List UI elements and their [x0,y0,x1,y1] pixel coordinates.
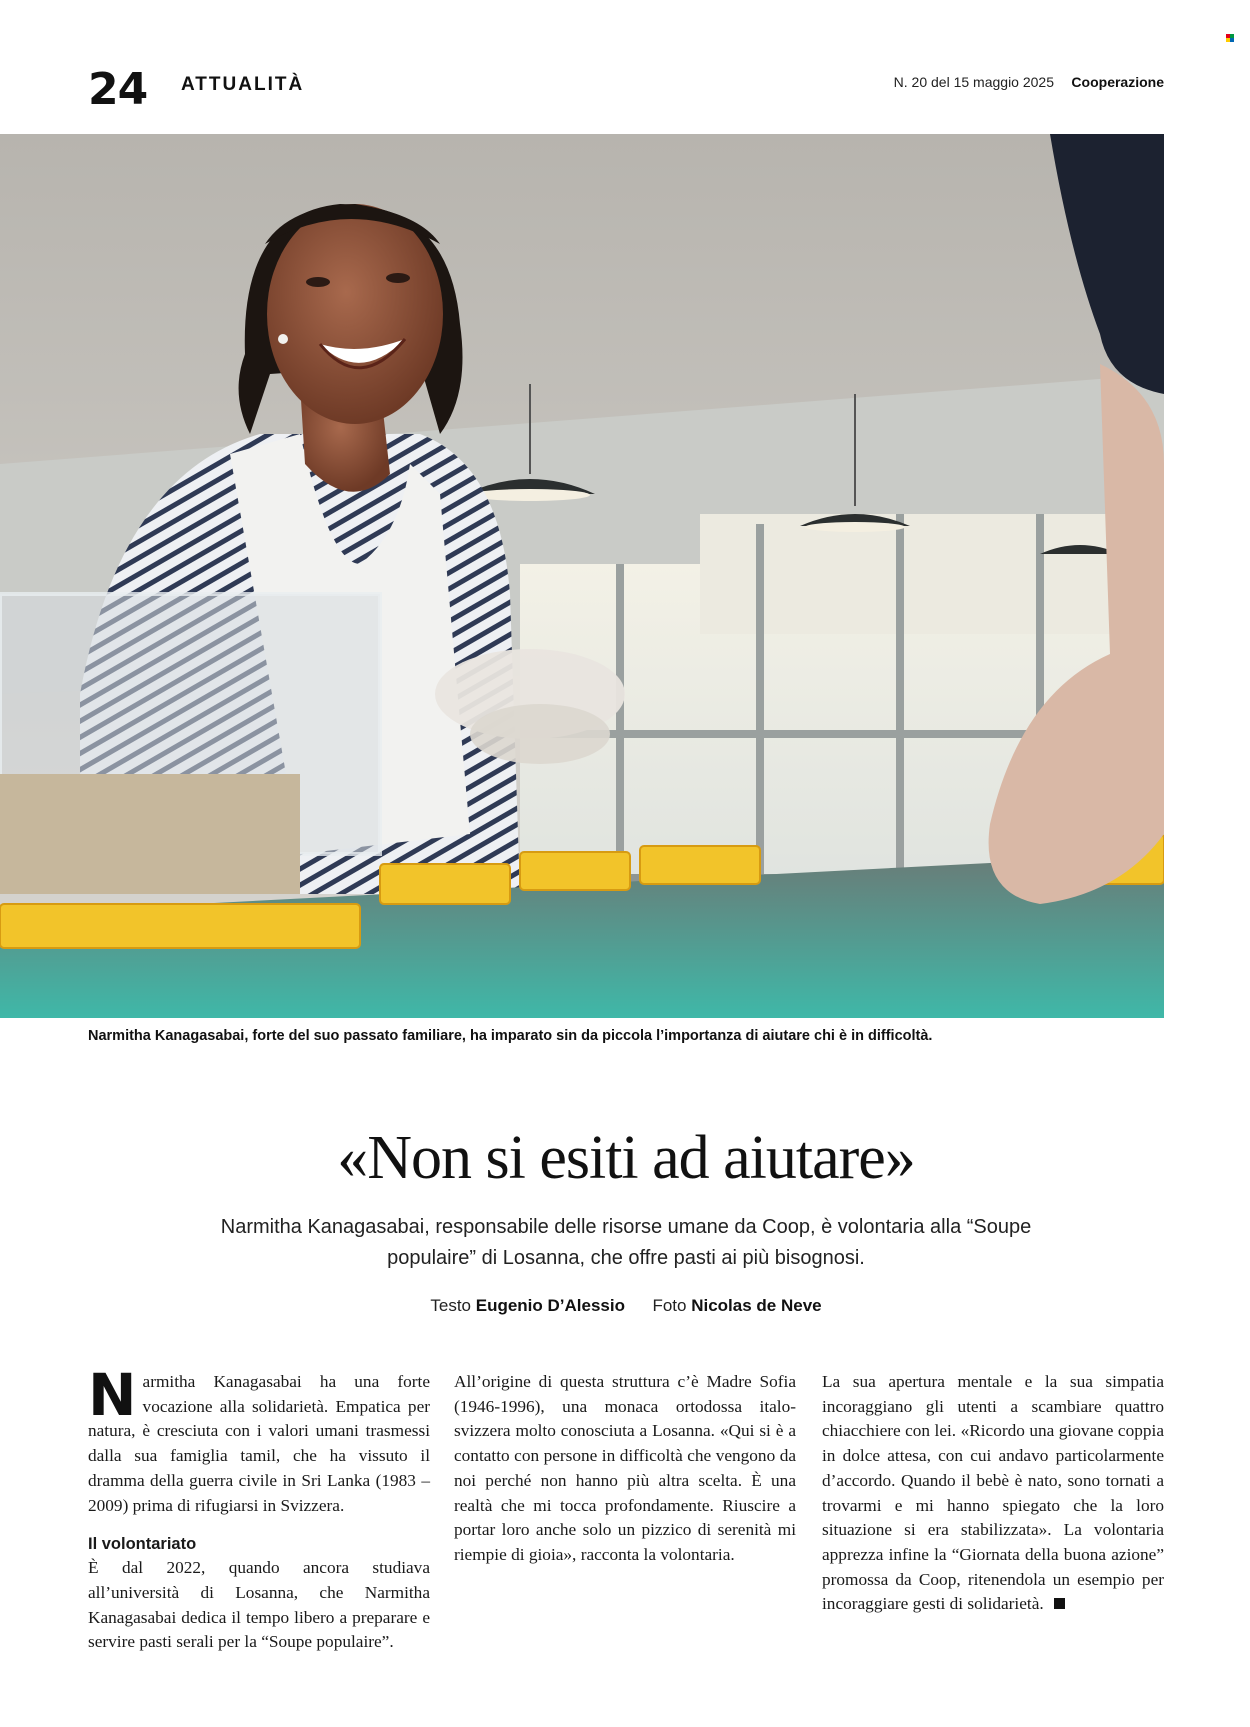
article-column-1 [88,1361,430,1655]
article-lead: Narmitha Kanagasabai, responsabile delle risorse umane da Coop, è volontaria alla “Soupe populaire” di Losanna, che offre pasti ai più bisognosi. [220,1216,1032,1269]
paragraph-2-part-1: È dal 2022, quando ancora studiava all’università di Losanna, che Narmitha Kanagasabai dedica il tempo libero a preparare e servire pasti serali per la “Soupe populaire”. [88,1558,430,1652]
paragraph-2-part-2: All’origine di questa struttura c’è Madre Sofia (1946-1996), una monaca ortodossa italo-svizzera molto conosciuta a Losanna. «Qui si è a contatto con persone in difficoltà che vengono da noi perché non hanno più altra scelta. È una realtà che mi tocca profondamente. Riuscire a portar loro anche solo un pizzico di serenità mi riempie di gioia», racconta la volontaria. [454,1372,796,1564]
issue-date: N. 20 del 15 maggio 2025 [893,74,1054,90]
end-of-article-icon [1054,1598,1065,1609]
photo-caption: Narmitha Kanagasabai, forte del suo passato familiare, ha imparato sin da piccola l’importanza di aiutare chi è in difficoltà. [88,1028,933,1044]
paragraph-1: armitha Kanagasabai ha una forte vocazione alla solidarietà. Empatica per natura, è cresciuta con i valori umani trasmessi dalla sua famiglia tamil, che ha vissuto il dramma della guerra civile in Sri Lanka (1983 – 2009) prima di rifugiarsi in Svizzera. [88,1372,430,1515]
section-label: ATTUALITÀ [181,74,305,95]
article-column-2 [454,1370,796,1568]
page-number: 24 [88,64,148,115]
credit-text-label: Testo [430,1296,471,1315]
article-column-3 [822,1370,1164,1617]
drop-cap: N [88,1361,137,1429]
article-headline: «Non si esiti ad aiutare» [337,1124,915,1192]
publication-name: Cooperazione [1071,74,1164,90]
subhead-volontariato: Il volontariato [88,1535,197,1554]
article-credits [88,1296,1164,1316]
credit-text-author: Eugenio D’Alessio [475,1296,625,1315]
article-photo [0,134,1164,1018]
paragraph-3: La sua apertura mentale e la sua simpatia incoraggiano gli utenti a scambiare quattro chiacchiere con lei. «Ricordo una giovane coppia in dolce attesa, con cui andavo particolarmente d’accordo. Quando il bebè è nato, sono tornati a trovarmi e mi hanno spiegato che la loro situazione si era stabilizzata». La volontaria apprezza infine la “Giornata della buona azione” promossa da Coop, ritenendola un esempio per incoraggiare gesti di solidarietà. [822,1372,1164,1614]
credit-photo-author: Nicolas de Neve [691,1296,822,1315]
page-header [88,66,1164,116]
brand-logo-icon [1226,34,1235,43]
credit-photo-label: Foto [652,1296,687,1315]
